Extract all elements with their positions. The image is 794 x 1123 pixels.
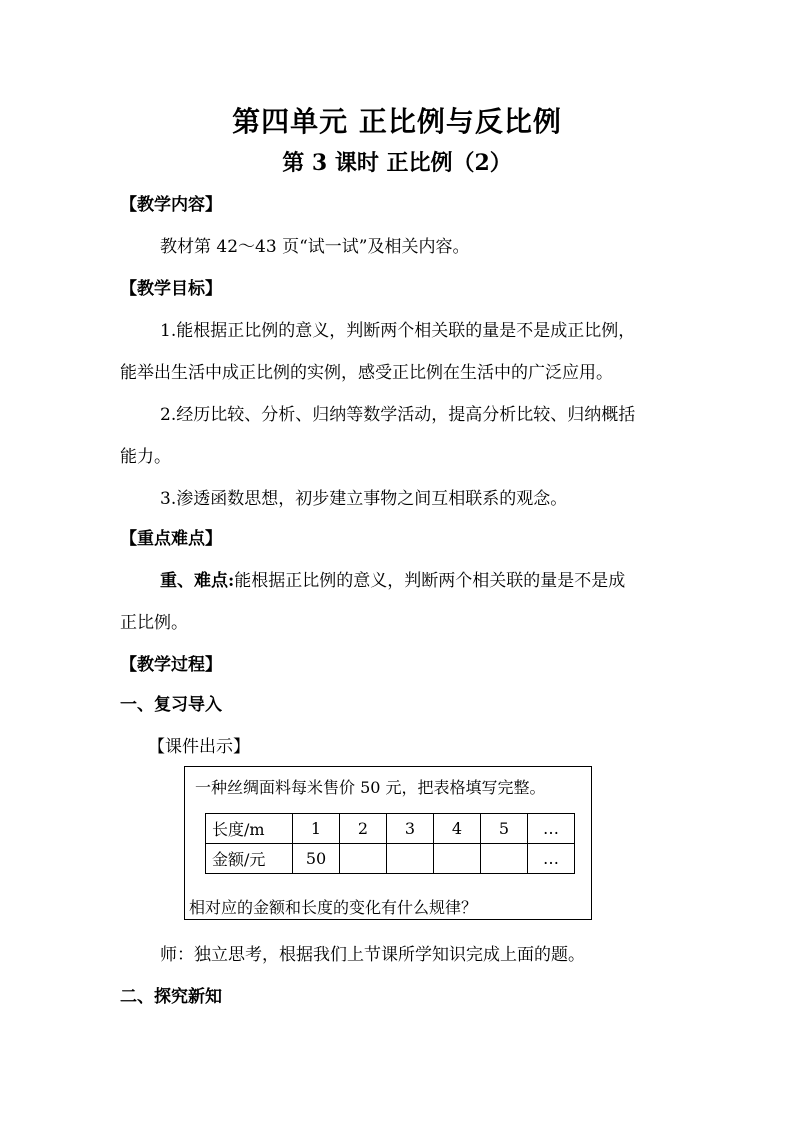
page-title: 第四单元 正比例与反比例: [232, 105, 562, 138]
teacher-instruction: 师：独立思考，根据我们上节课所学知识完成上面的题。: [160, 945, 585, 965]
table-cell: [387, 844, 434, 874]
courseware-question: 相对应的金额和长度的变化有什么规律？: [189, 898, 478, 917]
lesson-subtitle: 第 3 课时 正比例（2）: [282, 150, 512, 176]
courseware-box: [184, 766, 592, 920]
table-cell: 金额/元: [206, 844, 293, 874]
goal-2-line-2: 能力。: [120, 447, 171, 467]
table-cell: …: [528, 844, 575, 874]
goal-1-line-2: 能举出生活中成正比例的实例，感受正比例在生活中的广泛应用。: [120, 363, 613, 383]
heading-key-points: 【重点难点】: [120, 529, 222, 549]
table-row: [206, 814, 575, 844]
table-row: [206, 844, 575, 874]
part-1-heading: 一、复习导入: [120, 695, 222, 715]
price-table: [205, 813, 575, 874]
table-cell: 长度/m: [206, 814, 293, 844]
table-cell: [434, 844, 481, 874]
table-cell: 2: [340, 814, 387, 844]
table-cell: 4: [434, 814, 481, 844]
key-points-label: 重、难点:: [160, 571, 235, 591]
part-2-heading: 二、探究新知: [120, 987, 222, 1007]
table-cell: 50: [293, 844, 340, 874]
table-cell: 1: [293, 814, 340, 844]
key-points-line-1: [160, 566, 625, 591]
key-points-line-2: 正比例。: [120, 613, 188, 633]
table-cell: [340, 844, 387, 874]
goal-3: 3.渗透函数思想，初步建立事物之间互相联系的观念。: [160, 489, 568, 509]
table-cell: …: [528, 814, 575, 844]
courseware-label: 【课件出示】: [148, 737, 250, 757]
table-cell: 5: [481, 814, 528, 844]
heading-teaching-goals: 【教学目标】: [120, 279, 222, 299]
table-cell: [481, 844, 528, 874]
key-points-text: 能根据正比例的意义，判断两个相关联的量是不是成: [234, 571, 626, 591]
courseware-prompt: 一种丝绸面料每米售价 50 元，把表格填写完整。: [195, 778, 546, 797]
teaching-content-text: 教材第 42～43 页“试一试”及相关内容。: [160, 237, 470, 257]
heading-teaching-content: 【教学内容】: [120, 195, 222, 215]
goal-1-line-1: 1.能根据正比例的意义，判断两个相关联的量是不是成正比例，: [160, 321, 636, 341]
table-cell: 3: [387, 814, 434, 844]
heading-teaching-process: 【教学过程】: [120, 655, 222, 675]
goal-2-line-1: 2.经历比较、分析、归纳等数学活动，提高分析比较、归纳概括: [160, 405, 636, 425]
